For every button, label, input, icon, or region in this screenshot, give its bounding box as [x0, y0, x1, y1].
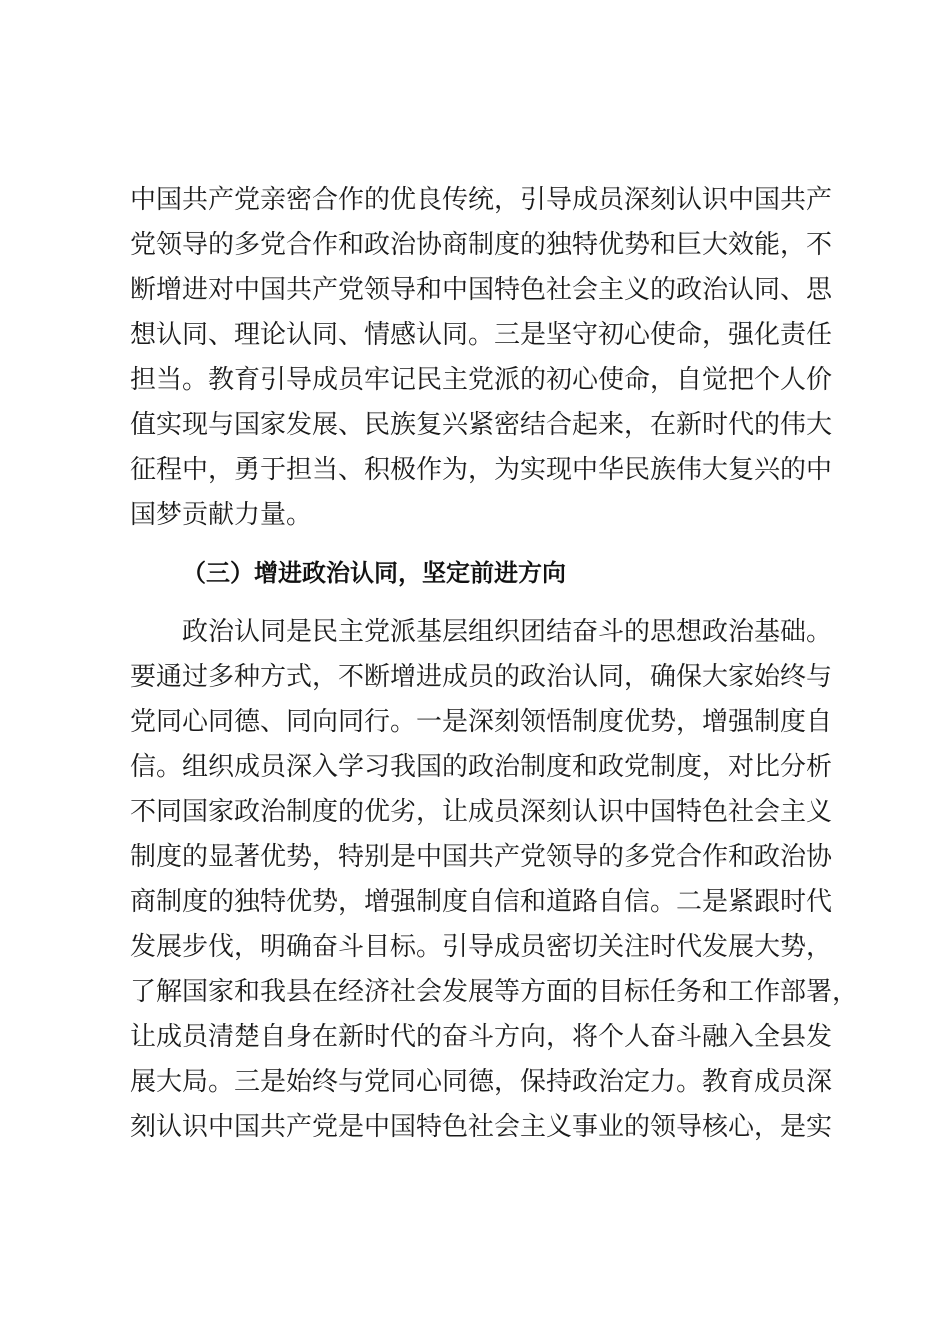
paragraph-line: 发展步伐，明确奋斗目标。引导成员密切关注时代发展大势， [130, 932, 833, 962]
paragraph-line: 国梦贡献力量。 [130, 500, 313, 530]
paragraph-line: 断增进对中国共产党领导和中国特色社会主义的政治认同、思 [130, 275, 833, 305]
paragraph-line: 不同国家政治制度的优劣，让成员深刻认识中国特色社会主义 [130, 797, 833, 827]
paragraph-line: 信。组织成员深入学习我国的政治制度和政党制度，对比分析 [130, 752, 833, 782]
paragraph-line: 党领导的多党合作和政治协商制度的独特优势和巨大效能，不 [130, 230, 833, 260]
paragraph-line: 中国共产党亲密合作的优良传统，引导成员深刻认识中国共产 [130, 185, 833, 215]
paragraph-line: 了解国家和我县在经济社会发展等方面的目标任务和工作部署， [130, 977, 859, 1007]
section-heading: （三）增进政治认同，坚定前进方向 [182, 559, 566, 587]
paragraph-line: 刻认识中国共产党是中国特色社会主义事业的领导核心，是实 [130, 1112, 833, 1142]
paragraph-line: 商制度的独特优势，增强制度自信和道路自信。二是紧跟时代 [130, 887, 833, 917]
paragraph-line: 制度的显著优势，特别是中国共产党领导的多党合作和政治协 [130, 842, 833, 872]
paragraph-line: 让成员清楚自身在新时代的奋斗方向，将个人奋斗融入全县发 [130, 1022, 833, 1052]
paragraph-line: 想认同、理论认同、情感认同。三是坚守初心使命，强化责任 [130, 320, 833, 350]
paragraph-line: 政治认同是民主党派基层组织团结奋斗的思想政治基础。 [182, 617, 833, 647]
paragraph-line: 担当。教育引导成员牢记民主党派的初心使命，自觉把个人价 [130, 365, 833, 395]
paragraph-line: 展大局。三是始终与党同心同德，保持政治定力。教育成员深 [130, 1067, 833, 1097]
paragraph-line: 值实现与国家发展、民族复兴紧密结合起来，在新时代的伟大 [130, 410, 833, 440]
paragraph-line: 要通过多种方式，不断增进成员的政治认同，确保大家始终与 [130, 662, 833, 692]
paragraph-line: 征程中，勇于担当、积极作为，为实现中华民族伟大复兴的中 [130, 455, 833, 485]
paragraph-line: 党同心同德、同向同行。一是深刻领悟制度优势，增强制度自 [130, 707, 833, 737]
